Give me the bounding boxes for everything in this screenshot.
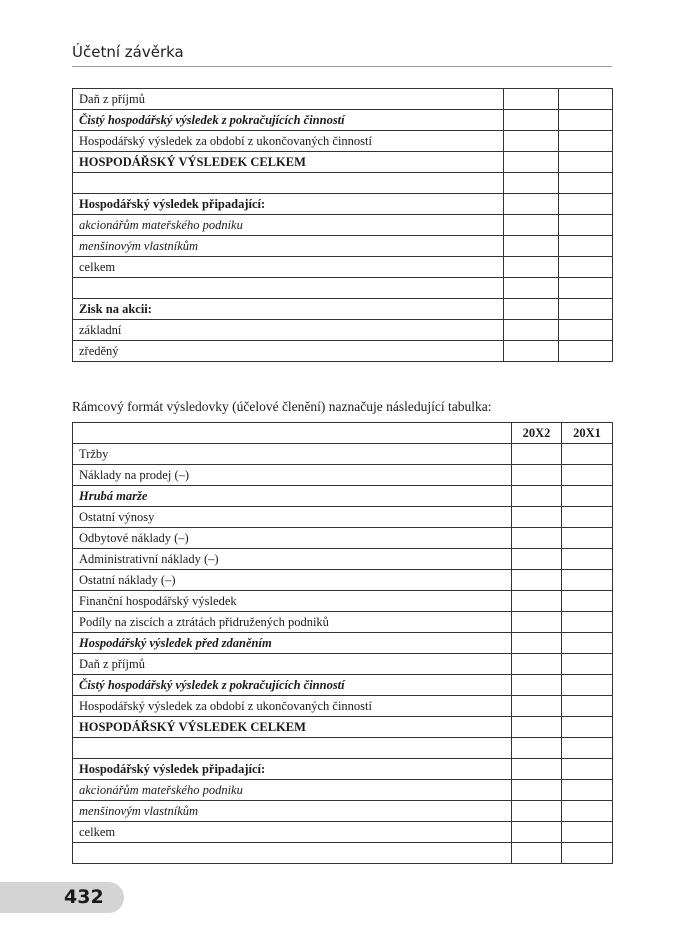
income-statement-table-top [72, 88, 613, 362]
value-cell-a [504, 320, 559, 341]
row-label: celkem [73, 257, 504, 278]
value-cell-b [562, 570, 613, 591]
value-cell-a [512, 675, 562, 696]
value-cell-a [504, 131, 559, 152]
value-cell-b [562, 717, 613, 738]
table-row [73, 152, 613, 173]
value-cell-a [512, 822, 562, 843]
row-label: Finanční hospodářský výsledek [73, 591, 512, 612]
value-cell-b [562, 612, 613, 633]
value-cell-b [559, 152, 613, 173]
value-cell-b [562, 843, 613, 864]
value-cell-a [504, 299, 559, 320]
table-row [73, 89, 613, 110]
value-cell-a [512, 528, 562, 549]
row-label: akcionářům mateřského podniku [73, 215, 504, 236]
value-cell-b [562, 759, 613, 780]
row-label: Ostatní náklady (–) [73, 570, 512, 591]
column-header-20x1: 20X1 [562, 423, 613, 444]
value-cell-a [504, 173, 559, 194]
value-cell-a [512, 507, 562, 528]
value-cell-b [562, 591, 613, 612]
value-cell-a [512, 843, 562, 864]
value-cell-b [562, 528, 613, 549]
value-cell-b [559, 341, 613, 362]
row-label: Náklady na prodej (–) [73, 465, 512, 486]
row-label: Administrativní náklady (–) [73, 549, 512, 570]
value-cell-a [504, 278, 559, 299]
value-cell-b [562, 549, 613, 570]
value-cell-a [512, 549, 562, 570]
value-cell-b [562, 507, 613, 528]
row-label [73, 738, 512, 759]
value-cell-a [504, 89, 559, 110]
value-cell-a [504, 257, 559, 278]
table-row [73, 843, 613, 864]
table-row [73, 341, 613, 362]
value-cell-a [504, 194, 559, 215]
row-label: Daň z příjmů [73, 654, 512, 675]
value-cell-b [562, 822, 613, 843]
value-cell-b [562, 675, 613, 696]
row-label: zředěný [73, 341, 504, 362]
value-cell-b [559, 299, 613, 320]
table-row [73, 528, 613, 549]
row-label: Hospodářský výsledek připadající: [73, 194, 504, 215]
table-row [73, 591, 613, 612]
table-row [73, 131, 613, 152]
table-row [73, 549, 613, 570]
value-cell-b [559, 257, 613, 278]
value-cell-a [512, 759, 562, 780]
row-label: Podíly na ziscích a ztrátách přidružených podniků [73, 612, 512, 633]
value-cell-b [559, 320, 613, 341]
value-cell-b [562, 465, 613, 486]
page-number-tab [0, 882, 124, 913]
table-row [73, 173, 613, 194]
value-cell-b [559, 89, 613, 110]
row-label: Čistý hospodářský výsledek z pokračujících činností [73, 110, 504, 131]
value-cell-b [562, 738, 613, 759]
value-cell-b [559, 194, 613, 215]
table-row [73, 110, 613, 131]
value-cell-b [562, 696, 613, 717]
table-row [73, 717, 613, 738]
value-cell-a [512, 696, 562, 717]
row-label: Tržby [73, 444, 512, 465]
column-header-20x2: 20X2 [512, 423, 562, 444]
table-row [73, 278, 613, 299]
value-cell-a [512, 801, 562, 822]
value-cell-a [512, 633, 562, 654]
row-label: Hospodářský výsledek za období z ukončovaných činností [73, 696, 512, 717]
row-label: Daň z příjmů [73, 89, 504, 110]
value-cell-b [562, 486, 613, 507]
table-row [73, 801, 613, 822]
table-row [73, 444, 613, 465]
value-cell-a [512, 612, 562, 633]
page-number: 432 [64, 886, 104, 908]
value-cell-b [562, 444, 613, 465]
value-cell-b [562, 801, 613, 822]
table-row [73, 257, 613, 278]
value-cell-a [512, 738, 562, 759]
value-cell-a [512, 486, 562, 507]
table-row [73, 465, 613, 486]
row-label: akcionářům mateřského podniku [73, 780, 512, 801]
value-cell-a [504, 341, 559, 362]
row-label: Hospodářský výsledek připadající: [73, 759, 512, 780]
income-statement-functional-table [72, 422, 613, 864]
table-row [73, 780, 613, 801]
row-label: menšinovým vlastníkům [73, 236, 504, 257]
value-cell-b [562, 633, 613, 654]
row-label: Hrubá marže [73, 486, 512, 507]
table-row [73, 696, 613, 717]
value-cell-a [512, 654, 562, 675]
table-row [73, 320, 613, 341]
value-cell-b [559, 278, 613, 299]
row-label [73, 173, 504, 194]
value-cell-b [559, 236, 613, 257]
table-header-row [73, 423, 613, 444]
value-cell-b [559, 173, 613, 194]
row-label: základní [73, 320, 504, 341]
value-cell-b [559, 131, 613, 152]
table-row [73, 486, 613, 507]
header-blank-cell [73, 423, 512, 444]
row-label [73, 278, 504, 299]
value-cell-a [512, 591, 562, 612]
table-row [73, 738, 613, 759]
table-row [73, 299, 613, 320]
intro-paragraph: Rámcový formát výsledovky (účelové členění) naznačuje následující tabulka: [72, 399, 492, 414]
row-label [73, 843, 512, 864]
value-cell-a [512, 717, 562, 738]
value-cell-a [512, 570, 562, 591]
row-label: Hospodářský výsledek před zdaněním [73, 633, 512, 654]
value-cell-b [562, 780, 613, 801]
value-cell-a [512, 444, 562, 465]
row-label: menšinovým vlastníkům [73, 801, 512, 822]
table-row [73, 675, 613, 696]
running-header: Účetní závěrka [72, 41, 612, 67]
table-row [73, 236, 613, 257]
table-row [73, 507, 613, 528]
value-cell-a [504, 236, 559, 257]
value-cell-a [512, 780, 562, 801]
value-cell-a [504, 152, 559, 173]
row-label: Čistý hospodářský výsledek z pokračujících činností [73, 675, 512, 696]
row-label: Odbytové náklady (–) [73, 528, 512, 549]
table-row [73, 215, 613, 236]
table-row [73, 759, 613, 780]
table-row [73, 654, 613, 675]
value-cell-a [512, 465, 562, 486]
value-cell-b [562, 654, 613, 675]
table-row [73, 822, 613, 843]
table-row [73, 194, 613, 215]
row-label: Zisk na akcii: [73, 299, 504, 320]
value-cell-b [559, 110, 613, 131]
row-label: celkem [73, 822, 512, 843]
row-label: HOSPODÁŘSKÝ VÝSLEDEK CELKEM [73, 152, 504, 173]
table-row [73, 633, 613, 654]
table-row [73, 570, 613, 591]
row-label: HOSPODÁŘSKÝ VÝSLEDEK CELKEM [73, 717, 512, 738]
value-cell-a [504, 215, 559, 236]
row-label: Hospodářský výsledek za období z ukončovaných činností [73, 131, 504, 152]
row-label: Ostatní výnosy [73, 507, 512, 528]
table-row [73, 612, 613, 633]
value-cell-b [559, 215, 613, 236]
value-cell-a [504, 110, 559, 131]
